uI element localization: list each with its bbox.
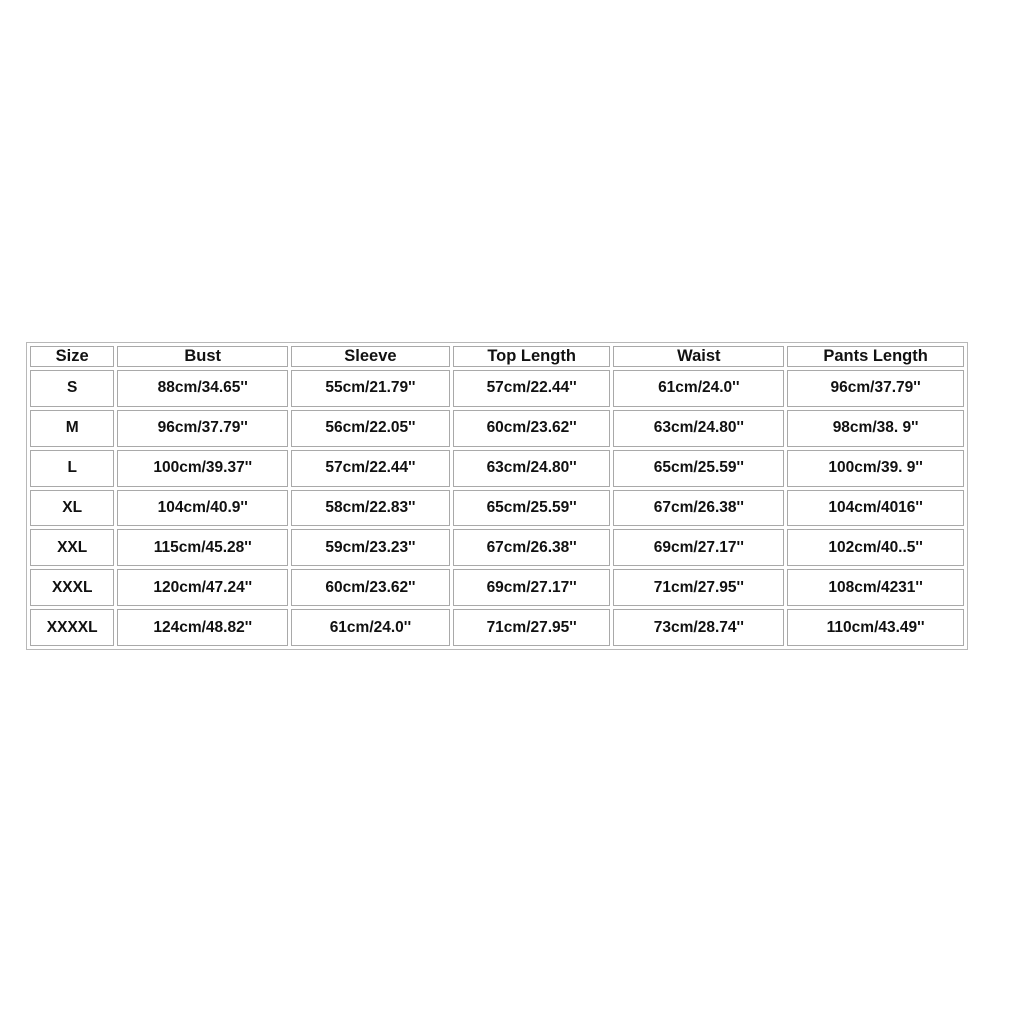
waist-cell: 65cm/25.59'' bbox=[613, 450, 784, 487]
bust-cell: 100cm/39.37'' bbox=[117, 450, 288, 487]
sleeve-cell: 57cm/22.44'' bbox=[291, 450, 450, 487]
size-cell: XXXL bbox=[30, 569, 114, 606]
header-pants-length: Pants Length bbox=[787, 346, 964, 367]
waist-cell: 63cm/24.80'' bbox=[613, 410, 784, 447]
header-row bbox=[30, 346, 964, 367]
header-waist: Waist bbox=[613, 346, 784, 367]
table-row bbox=[30, 569, 964, 606]
size-cell: XXXXL bbox=[30, 609, 114, 646]
waist-cell: 71cm/27.95'' bbox=[613, 569, 784, 606]
bust-cell: 88cm/34.65'' bbox=[117, 370, 288, 407]
pants-length-cell: 110cm/43.49'' bbox=[787, 609, 964, 646]
size-chart-table bbox=[27, 343, 967, 649]
header-top-length: Top Length bbox=[453, 346, 611, 367]
sleeve-cell: 61cm/24.0'' bbox=[291, 609, 450, 646]
table-row bbox=[30, 490, 964, 527]
waist-cell: 61cm/24.0'' bbox=[613, 370, 784, 407]
sleeve-cell: 59cm/23.23'' bbox=[291, 529, 450, 566]
bust-cell: 120cm/47.24'' bbox=[117, 569, 288, 606]
sleeve-cell: 60cm/23.62'' bbox=[291, 569, 450, 606]
waist-cell: 73cm/28.74'' bbox=[613, 609, 784, 646]
pants-length-cell: 102cm/40..5'' bbox=[787, 529, 964, 566]
waist-cell: 67cm/26.38'' bbox=[613, 490, 784, 527]
table-row bbox=[30, 410, 964, 447]
pants-length-cell: 96cm/37.79'' bbox=[787, 370, 964, 407]
pants-length-cell: 108cm/4231'' bbox=[787, 569, 964, 606]
size-cell: M bbox=[30, 410, 114, 447]
sleeve-cell: 56cm/22.05'' bbox=[291, 410, 450, 447]
header-size: Size bbox=[30, 346, 114, 367]
top-length-cell: 69cm/27.17'' bbox=[453, 569, 611, 606]
pants-length-cell: 100cm/39. 9'' bbox=[787, 450, 964, 487]
table-row bbox=[30, 609, 964, 646]
size-cell: XXL bbox=[30, 529, 114, 566]
bust-cell: 96cm/37.79'' bbox=[117, 410, 288, 447]
sleeve-cell: 58cm/22.83'' bbox=[291, 490, 450, 527]
pants-length-cell: 98cm/38. 9'' bbox=[787, 410, 964, 447]
table-row bbox=[30, 529, 964, 566]
bust-cell: 124cm/48.82'' bbox=[117, 609, 288, 646]
bust-cell: 104cm/40.9'' bbox=[117, 490, 288, 527]
waist-cell: 69cm/27.17'' bbox=[613, 529, 784, 566]
table-row bbox=[30, 370, 964, 407]
sleeve-cell: 55cm/21.79'' bbox=[291, 370, 450, 407]
top-length-cell: 60cm/23.62'' bbox=[453, 410, 611, 447]
table-row bbox=[30, 450, 964, 487]
top-length-cell: 63cm/24.80'' bbox=[453, 450, 611, 487]
size-cell: S bbox=[30, 370, 114, 407]
size-cell: XL bbox=[30, 490, 114, 527]
size-cell: L bbox=[30, 450, 114, 487]
size-chart bbox=[26, 342, 968, 650]
header-bust: Bust bbox=[117, 346, 288, 367]
header-sleeve: Sleeve bbox=[291, 346, 450, 367]
bust-cell: 115cm/45.28'' bbox=[117, 529, 288, 566]
top-length-cell: 67cm/26.38'' bbox=[453, 529, 611, 566]
top-length-cell: 57cm/22.44'' bbox=[453, 370, 611, 407]
pants-length-cell: 104cm/4016'' bbox=[787, 490, 964, 527]
top-length-cell: 65cm/25.59'' bbox=[453, 490, 611, 527]
top-length-cell: 71cm/27.95'' bbox=[453, 609, 611, 646]
